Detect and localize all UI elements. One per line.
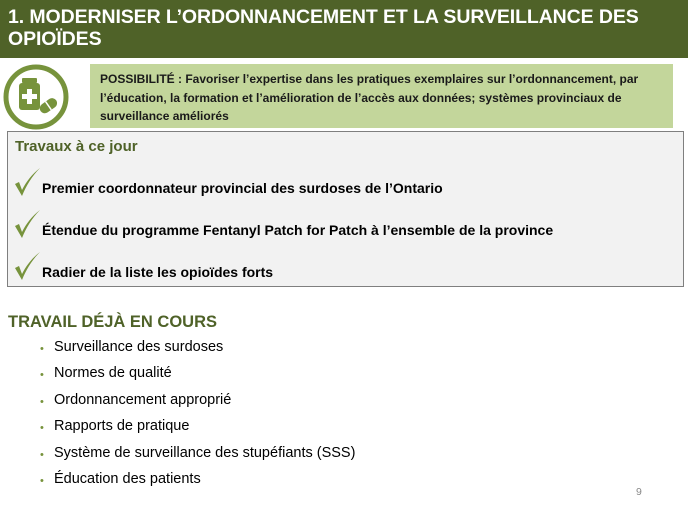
bullet-icon: • bbox=[40, 369, 44, 382]
work-item-label: Radier de la liste les opioïdes forts bbox=[42, 264, 274, 280]
opportunity-text: POSSIBILITÉ : Favoriser l’expertise dans les pratiques exemplaires sur l’ordonnancement, par l’éducation, la formation et l’amélioration de l’accès aux données; systèmes provinciaux de surveillance améliorés bbox=[100, 72, 639, 123]
checkmark-icon bbox=[12, 166, 42, 200]
list-item bbox=[40, 418, 640, 444]
opportunity-box bbox=[90, 64, 673, 128]
work-item bbox=[12, 250, 672, 284]
bullet-icon: • bbox=[40, 395, 44, 408]
slide-title: 1. MODERNISER L’ORDONNANCEMENT ET LA SURVEILLANCE DES OPIOÏDES bbox=[8, 6, 639, 50]
list-item bbox=[40, 445, 640, 471]
list-item-label: Éducation des patients bbox=[54, 470, 201, 487]
list-item-label: Surveillance des surdoses bbox=[54, 339, 224, 355]
page-number: 9 bbox=[636, 486, 642, 498]
list-item bbox=[40, 392, 640, 418]
bullet-icon: • bbox=[40, 422, 44, 435]
checkmark-icon bbox=[12, 250, 42, 284]
list-item bbox=[40, 471, 640, 497]
list-item-label: Normes de qualité bbox=[54, 365, 172, 382]
bullet-icon: • bbox=[40, 474, 44, 487]
work-item bbox=[12, 208, 672, 242]
in-progress-list bbox=[40, 339, 640, 497]
medication-pills-icon bbox=[3, 64, 69, 130]
work-to-date-box bbox=[7, 131, 684, 287]
work-to-date-title: Travaux à ce jour bbox=[15, 138, 138, 155]
list-item bbox=[40, 365, 640, 391]
list-item-label: Rapports de pratique bbox=[54, 418, 190, 435]
list-item-label: Ordonnancement approprié bbox=[54, 391, 232, 408]
work-item-label: Premier coordonnateur provincial des surdoses de l’Ontario bbox=[42, 180, 443, 196]
work-item-label: Étendue du programme Fentanyl Patch for Patch à l’ensemble de la province bbox=[42, 222, 554, 238]
bullet-icon: • bbox=[40, 448, 44, 461]
slide-header bbox=[0, 0, 688, 58]
bullet-icon: • bbox=[40, 343, 44, 355]
list-item bbox=[40, 339, 640, 365]
checkmark-icon bbox=[12, 208, 42, 242]
list-item-label: Système de surveillance des stupéfiants (SSS) bbox=[54, 444, 356, 461]
in-progress-title: TRAVAIL DÉJÀ EN COURS bbox=[8, 313, 218, 331]
work-item bbox=[12, 166, 672, 200]
